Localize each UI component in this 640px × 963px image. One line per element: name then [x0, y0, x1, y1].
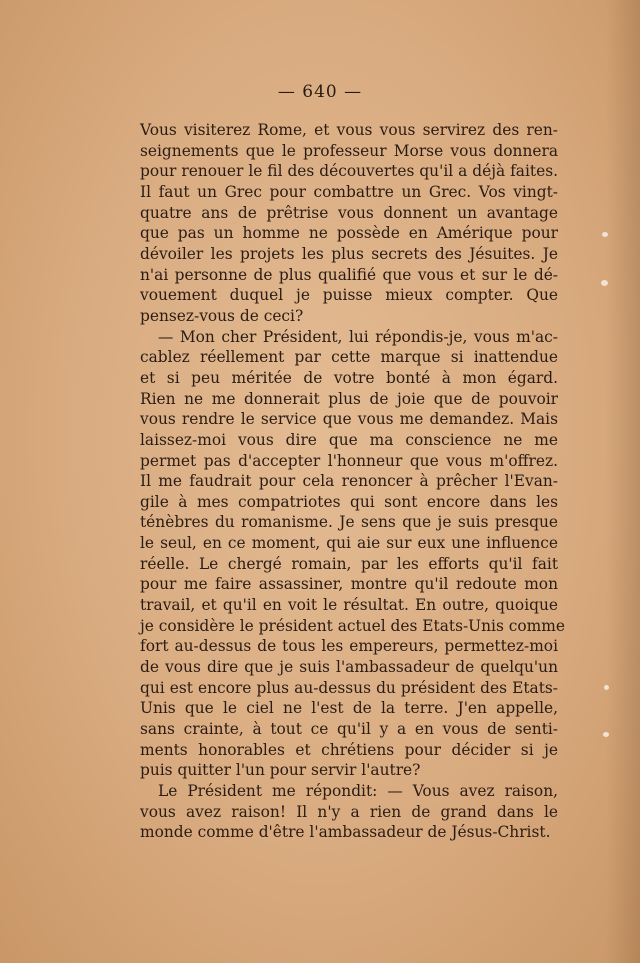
body-text: [140, 120, 565, 843]
text-line: pensez-vous de ceci?: [140, 306, 304, 325]
text-line: permet pas d'accepter l'honneur que vous m'offrez.: [140, 451, 558, 470]
paper-speck: [601, 280, 608, 286]
text-line: que pas un homme ne possède en Amérique pour: [140, 224, 558, 243]
text-line: qui est encore plus au-dessus du président des Etats-: [140, 678, 558, 697]
text-line: quatre ans de prêtrise vous donnent un avantage: [140, 203, 558, 222]
text-line: et si peu méritée de votre bonté à mon égard.: [140, 368, 558, 387]
text-line: ténèbres du romanisme. Je sens que je suis presque: [140, 513, 558, 532]
text-line: seignements que le professeur Morse vous donnera: [140, 141, 558, 160]
text-line: vouement duquel je puisse mieux compter. Que: [140, 286, 558, 305]
text-line: n'ai personne de plus qualifié que vous et sur le dé-: [140, 265, 558, 284]
text-line: de vous dire que je suis l'ambassadeur de quelqu'un: [140, 658, 558, 677]
text-line: cablez réellement par cette marque si inattendue: [140, 348, 558, 367]
text-line: vous avez raison! Il n'y a rien de grand dans le: [140, 802, 558, 821]
paper-speck: [603, 732, 609, 737]
text-line: ments honorables et chrétiens pour décider si je: [140, 740, 558, 759]
text-line: réelle. Le chergé romain, par les efforts qu'il fait: [140, 554, 558, 573]
text-line: monde comme d'être l'ambassadeur de Jésus-Christ.: [140, 823, 551, 842]
text-line: Le Président me répondit: — Vous avez raison,: [158, 782, 558, 800]
text-line: je considère le président actuel des Etats-Unis comme: [140, 616, 565, 635]
text-line: vous rendre le service que vous me demandez. Mais: [140, 410, 558, 429]
text-line: Unis que le ciel ne l'est de la terre. J'en appelle,: [140, 699, 558, 718]
text-line: dévoiler les projets les plus secrets des Jésuites. Je: [140, 244, 558, 263]
text-line: Vous visiterez Rome, et vous vous servirez des ren-: [140, 121, 558, 139]
text-line: puis quitter l'un pour servir l'autre?: [140, 761, 421, 780]
text-line: fort au-dessus de tous les empereurs, permettez-moi: [140, 637, 558, 656]
text-line: le seul, en ce moment, qui aie sur eux une influence: [140, 534, 558, 553]
text-line: laissez-moi vous dire que ma conscience ne me: [140, 430, 558, 449]
text-line: Il me faudrait pour cela renoncer à prêcher l'Evan-: [140, 472, 558, 491]
text-line: travail, et qu'il en voit le résultat. En outre, quoique: [140, 596, 558, 615]
paper-speck: [604, 685, 609, 690]
page-edge-shadow: [606, 0, 640, 963]
paper-speck: [602, 232, 608, 237]
text-line: Il faut un Grec pour combattre un Grec. Vos vingt-: [140, 182, 558, 201]
text-line: pour renouer le fil des découvertes qu'il a déjà faites.: [140, 162, 558, 181]
text-line: gile à mes compatriotes qui sont encore dans les: [140, 492, 558, 511]
text-line: pour me faire assassiner, montre qu'il redoute mon: [140, 575, 558, 594]
page-number: — 640 —: [277, 82, 363, 102]
text-line: — Mon cher Président, lui répondis-je, vous m'ac-: [158, 327, 558, 346]
text-line: Rien ne me donnerait plus de joie que de pouvoir: [140, 389, 558, 408]
text-line: sans crainte, à tout ce qu'il y a en vous de senti-: [140, 720, 558, 739]
